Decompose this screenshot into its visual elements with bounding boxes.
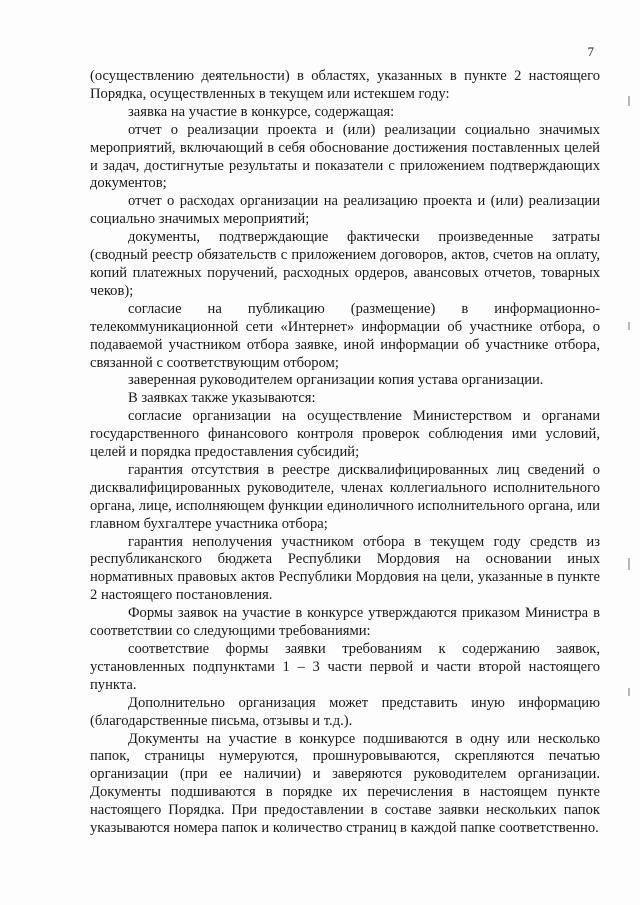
paragraph-cost-documents: документы, подтверждающие фактически произведенные затраты (сводный реестр обязательств с приложением договоров, актов, счетов на оплату, копий платежных поручений, расходных ордеров, авансовых отчетов, товарных чеков); bbox=[90, 229, 600, 299]
paragraph-project-report: отчет о реализации проекта и (или) реализации социально значимых мероприятий, включающий в себя обоснование достижения поставленных целей и задач, достигнутые результаты и показатели с приложением подтверждающих документов; bbox=[90, 121, 600, 192]
paragraph-expense-report: отчет о расходах организации на реализацию проекта и (или) реализации социально значимых мероприятий; bbox=[90, 193, 600, 228]
paragraph-form-compliance: соответствие формы заявки требованиям к содержанию заявок, установленных подпунктами 1 – 3 части первой и части второй настоящего пункта. bbox=[90, 641, 600, 693]
paragraph-publication-consent: согласие на публикацию (размещение) в информационно-телекоммуникационной сети «Интернет» информации об участнике отбора, о подаваемой участником отбора заявке, иной информации об участнике отбора, связанной с соответствующим отбором; bbox=[90, 300, 600, 371]
scan-edge-mark bbox=[628, 96, 630, 106]
paragraph-application-forms: Формы заявок на участие в конкурсе утверждаются приказом Министра в соответствии со следующими требованиями: bbox=[90, 605, 600, 640]
paragraph-application: заявка на участие в конкурсе, содержащая: bbox=[128, 103, 395, 120]
paragraph-binding-documents: Документы на участие в конкурсе подшиваются в одну или несколько папок, страницы нумеруются, прошнуровываются, скрепляются печатью организации (при ее наличии) и заверяются руководителем организации. Документы подшиваются в порядке их перечисления в настоящем пункте настоящего Порядка. При предоставлении в составе заявки нескольких папок указываются номера папок и количество страниц в каждой папке соответственно. bbox=[90, 730, 600, 837]
body-text bbox=[90, 68, 600, 838]
paragraph-additional-info: Дополнительно организация может представить иную информацию (благодарственные письма, отзывы и т.д.). bbox=[90, 694, 600, 729]
paragraph-continuation: (осуществлению деятельности) в областях, указанных в пункте 2 настоящего Порядка, осуществленных в текущем или истекшем году: bbox=[90, 68, 600, 102]
paragraph-no-funding-guarantee: гарантия неполучения участником отбора в текущем году средств из республиканского бюджета Республики Мордовия на основании иных нормативных правовых актов Республики Мордовия на цели, указанные в пункте 2 настоящего постановления. bbox=[90, 533, 600, 604]
scan-edge-mark bbox=[628, 688, 630, 696]
scan-edge-mark bbox=[628, 322, 630, 330]
scan-edge-mark bbox=[628, 558, 630, 570]
paragraph-disqualification-guarantee: гарантия отсутствия в реестре дисквалифицированных лиц сведений о дисквалифицированных руководителе, членах коллегиального исполнительного органа, лице, исполняющем функции единоличного исполнительного органа, или главном бухгалтере участника отбора; bbox=[90, 461, 600, 532]
page-number: 7 bbox=[587, 44, 594, 59]
paragraph-also-indicated: В заявках также указываются: bbox=[128, 390, 316, 407]
paragraph-audit-consent: согласие организации на осуществление Министерством и органами государственного финансового контроля проверок соблюдения ими условий, целей и порядка предоставления субсидий; bbox=[90, 408, 600, 461]
paragraph-charter-copy: заверенная руководителем организации копия устава организации. bbox=[128, 372, 544, 389]
